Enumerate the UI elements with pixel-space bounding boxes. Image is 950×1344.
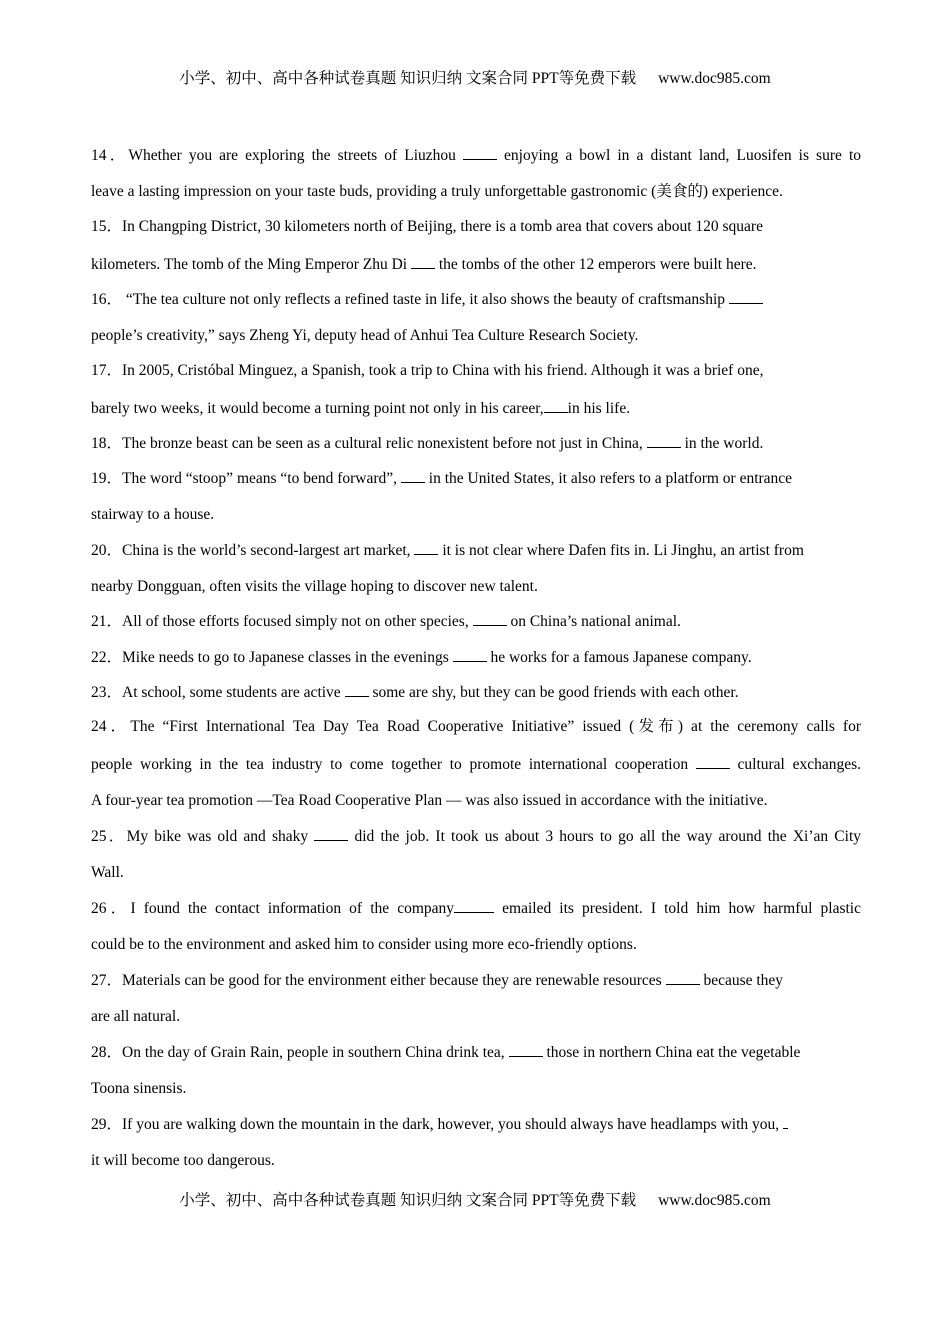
- question-26-line-1: 26．I found the contact information of the company emailed its president. I told him how harmful plastic: [91, 900, 861, 917]
- question-20-line-2: nearby Dongguan, often visits the village hoping to discover new talent.: [91, 578, 538, 595]
- answer-blank: [454, 898, 494, 913]
- answer-blank: [696, 754, 730, 769]
- question-25-line-1: 25．My bike was old and shaky did the job. It took us about 3 hours to go all the way around the Xi’an City: [91, 828, 861, 845]
- answer-blank: [544, 398, 568, 413]
- question-number: 20．: [91, 542, 123, 559]
- question-number: 19．: [91, 470, 123, 487]
- question-18-line-1: 18．The bronze beast can be seen as a cultural relic nonexistent before not just in China, in the world.: [91, 435, 764, 452]
- footer-banner: [0, 1191, 950, 1211]
- answer-blank: [463, 145, 497, 160]
- footer-banner-text: 小学、初中、高中各种试卷真题 知识归纳 文案合同 PPT等免费下载: [179, 1192, 637, 1209]
- question-24-line-1: 24．The “First International Tea Day Tea Road Cooperative Initiative” issued (发布) at the ceremony calls for: [91, 718, 861, 735]
- question-number: 21．: [91, 613, 123, 630]
- answer-blank: [666, 970, 700, 985]
- question-20-line-1: 20．China is the world’s second-largest art market, it is not clear where Dafen fits in. Li Jinghu, an artist from: [91, 542, 804, 559]
- question-number: 27．: [91, 972, 123, 989]
- answer-blank: [729, 289, 763, 304]
- question-14-line-2: leave a lasting impression on your taste buds, providing a truly unforgettable gastronomic (美食的) experience.: [91, 183, 783, 200]
- answer-blank: [414, 540, 438, 555]
- answer-blank: [647, 433, 681, 448]
- question-number: 26．: [91, 900, 131, 917]
- question-15-line-1: 15．In Changping District, 30 kilometers north of Beijing, there is a tomb area that covers about 120 square: [91, 218, 763, 235]
- question-23-line-1: 23．At school, some students are active some are shy, but they can be good friends with each other.: [91, 684, 739, 701]
- question-29-line-2: it will become too dangerous.: [91, 1152, 275, 1169]
- question-29-line-1: 29．If you are walking down the mountain in the dark, however, you should always have headlamps with you,: [91, 1114, 861, 1135]
- question-number: 16．: [91, 291, 123, 308]
- question-16-line-1: 16． “The tea culture not only reflects a refined taste in life, it also shows the beauty of craftsmanship: [91, 289, 861, 310]
- answer-blank: [314, 826, 348, 841]
- question-27-line-1: 27．Materials can be good for the environment either because they are renewable resources because they: [91, 972, 784, 989]
- question-number: 24．: [91, 718, 131, 735]
- question-17-line-2: barely two weeks, it would become a turning point not only in his career, in his life.: [91, 400, 631, 417]
- question-27-line-2: are all natural.: [91, 1008, 181, 1025]
- question-19-line-1: 19．The word “stoop” means “to bend forward”, in the United States, it also refers to a platform or entrance: [91, 470, 793, 487]
- question-number: 14．: [91, 147, 129, 164]
- question-number: 17．: [91, 362, 123, 379]
- question-number: 22．: [91, 649, 123, 666]
- header-banner-url: www.doc985.com: [658, 70, 771, 87]
- answer-blank: [473, 611, 507, 626]
- question-number: 25．: [91, 828, 127, 845]
- question-21-line-1: 21．All of those efforts focused simply not on other species, on China’s national animal.: [91, 613, 681, 630]
- question-28-line-2: Toona sinensis.: [91, 1080, 187, 1097]
- question-14-line-1: 14．Whether you are exploring the streets of Liuzhou enjoying a bowl in a distant land, Luosifen is sure to: [91, 147, 862, 164]
- question-24-line-3: A four-year tea promotion —Tea Road Cooperative Plan — was also issued in accordance with the initiative.: [91, 792, 768, 809]
- question-28-line-1: 28．On the day of Grain Rain, people in southern China drink tea, those in northern China eat the vegetable: [91, 1044, 801, 1061]
- question-24-line-2: people working in the tea industry to come together to promote international cooperation cultural exchanges.: [91, 756, 861, 773]
- answer-blank: [453, 647, 487, 662]
- header-banner-text: 小学、初中、高中各种试卷真题 知识归纳 文案合同 PPT等免费下载: [179, 70, 637, 87]
- question-number: 29．: [91, 1116, 123, 1133]
- question-17-line-1: 17．In 2005, Cristóbal Minguez, a Spanish, took a trip to China with his friend. Although it was a brief one,: [91, 362, 764, 379]
- question-number: 18．: [91, 435, 123, 452]
- answer-blank: [401, 468, 425, 483]
- question-number: 23．: [91, 684, 123, 701]
- footer-banner-url: www.doc985.com: [658, 1192, 771, 1209]
- answer-blank: [345, 682, 369, 697]
- question-22-line-1: 22．Mike needs to go to Japanese classes in the evenings he works for a famous Japanese company.: [91, 649, 752, 666]
- answer-blank: [783, 1114, 788, 1129]
- question-number: 28．: [91, 1044, 123, 1061]
- answer-blank: [411, 254, 435, 269]
- question-16-line-2: people’s creativity,” says Zheng Yi, deputy head of Anhui Tea Culture Research Society.: [91, 327, 639, 344]
- question-number: 15．: [91, 218, 123, 235]
- question-15-line-2: kilometers. The tomb of the Ming Emperor Zhu Di the tombs of the other 12 emperors were built here.: [91, 256, 757, 273]
- header-banner: [0, 69, 950, 89]
- answer-blank: [509, 1042, 543, 1057]
- question-19-line-2: stairway to a house.: [91, 506, 215, 523]
- question-26-line-2: could be to the environment and asked him to consider using more eco-friendly options.: [91, 936, 637, 953]
- question-25-line-2: Wall.: [91, 864, 124, 881]
